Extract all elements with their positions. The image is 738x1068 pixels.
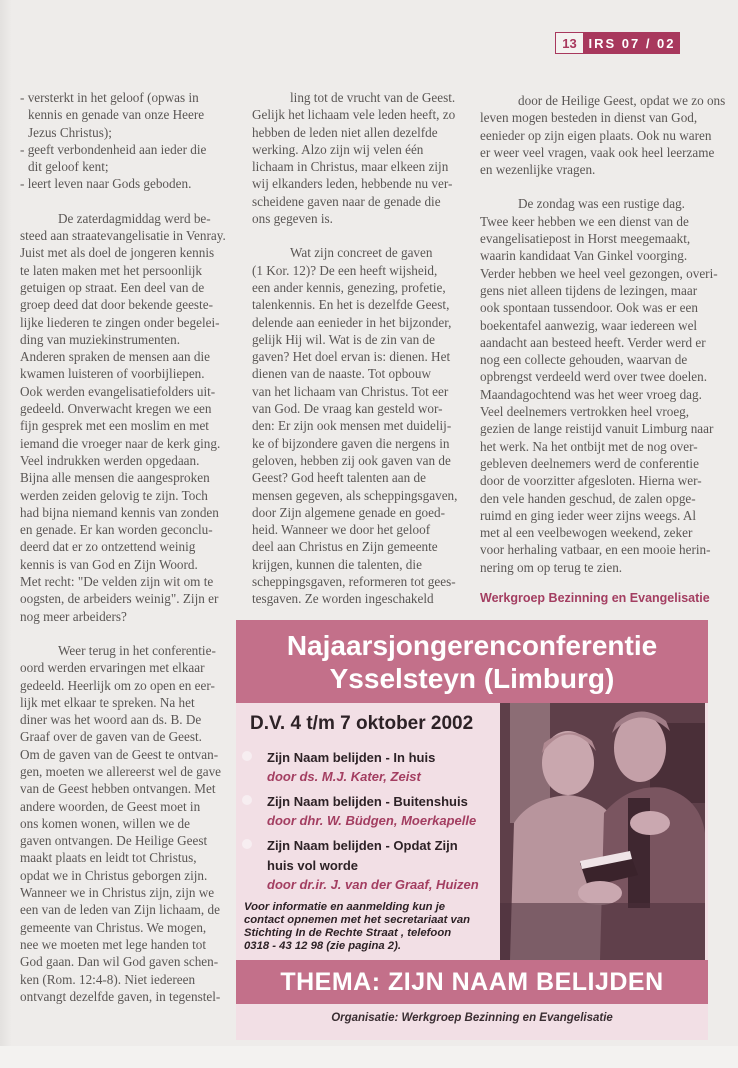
text-line: en wezenlijke vragen. bbox=[480, 162, 596, 178]
text-line: kennis is van God en Zijn Woord. bbox=[20, 556, 198, 572]
text-line: Juist met als doel de jongeren kennis bbox=[20, 245, 215, 261]
text-line: kwamen luisteren of voorbijliepen. bbox=[20, 366, 205, 382]
text-line: gemeente van Christus. We mogen, bbox=[20, 919, 207, 935]
page-header bbox=[555, 32, 680, 54]
lecture-title: Zijn Naam belijden - Buitenshuis bbox=[267, 794, 468, 809]
article-column-3 bbox=[480, 92, 725, 576]
text-line: scheidene gaven naar de genade die bbox=[252, 193, 441, 209]
text-line: oogsten, de arbeiders weinig". Zijn er bbox=[20, 591, 219, 607]
text-line: Maandagochtend was het weer vroeg dag. bbox=[480, 386, 702, 402]
text-line: gaven? Het doel ervan is: dienen. Het bbox=[252, 349, 451, 365]
lecture-speaker: door ds. M.J. Kater, Zeist bbox=[267, 769, 421, 784]
text-line: nering om op terug te zien. bbox=[480, 559, 623, 575]
text-line: gedeeld. Onverwacht kregen we een bbox=[20, 401, 212, 417]
lecture-item bbox=[236, 748, 498, 785]
text-line: gen, moeten we allereerst wel de gave bbox=[20, 763, 222, 779]
text-line: Gelijk het lichaam vele leden heeft, zo bbox=[252, 107, 456, 123]
list-line: - versterkt in het geloof (opwas in bbox=[20, 90, 199, 105]
page-edge bbox=[0, 0, 12, 1068]
paragraph bbox=[480, 195, 725, 576]
text-line: Veel indrukken werden opgedaan. bbox=[20, 452, 200, 468]
text-line: opdat we in Christus geborgen zijn. bbox=[20, 867, 208, 883]
text-line: te laten maken met het persoonlijk bbox=[20, 262, 203, 278]
text-line: het werk. Na het ontbijt met de nog over- bbox=[480, 438, 698, 454]
text-line: Veel deelnemers vertrokken heel vroeg, bbox=[480, 404, 690, 420]
text-line: een ander kennis, genezing, profetie, bbox=[252, 279, 446, 295]
text-line: Graaf over de gaven van de Geest. bbox=[20, 729, 202, 745]
text-line: getuigen op straat. Een deel van de bbox=[20, 279, 205, 295]
paragraph bbox=[480, 92, 725, 178]
list-line: Jezus Christus); bbox=[28, 124, 112, 140]
article-column-1 bbox=[20, 89, 226, 1005]
text-line: hebben de leden niet allen dezelfde bbox=[252, 124, 438, 140]
text-line: geloven, hebben zij ook gaven van de bbox=[252, 452, 451, 468]
text-line: ling tot de vrucht van de Geest. bbox=[290, 90, 456, 105]
contact-line: 0318 - 43 12 98 (zie pagina 2). bbox=[244, 940, 401, 952]
lecture-speaker: door dr.ir. J. van der Graaf, Huizen bbox=[267, 877, 479, 892]
text-line: gaven ontvangen. De Heilige Geest bbox=[20, 833, 208, 849]
text-line: Wat zijn concreet de gaven bbox=[290, 245, 433, 261]
text-line: gelijk Hij wil. Wat is de zin van de bbox=[252, 331, 435, 347]
advert-date: D.V. 4 t/m 7 oktober 2002 bbox=[250, 713, 474, 734]
text-line: leven mogen besteden in dienst van God, bbox=[480, 110, 698, 126]
paragraph bbox=[20, 210, 226, 625]
text-line: boekentafel aanwezig, waar iedereen wel bbox=[480, 317, 698, 333]
text-line: werking. Alzo zijn wij velen één bbox=[252, 141, 424, 157]
text-line: mensen gegeven, als scheppingsgaven, bbox=[252, 487, 458, 503]
text-line: voor herhaling vatbaar, en een mooie herin- bbox=[480, 542, 711, 558]
advert-theme-banner: THEMA: ZIJN NAAM BELIJDEN bbox=[236, 960, 708, 1004]
text-line: evangelisatiepost in Horst meegemaakt, bbox=[480, 231, 691, 247]
advert-title bbox=[236, 620, 708, 703]
text-line: van de Geest hebben ontvangen. Met bbox=[20, 781, 216, 797]
contact-line: contact opnemen met het secretariaat van bbox=[244, 914, 471, 926]
lecture-item bbox=[236, 836, 498, 893]
list-line: - geeft verbondenheid aan ieder die bbox=[20, 141, 207, 157]
lecture-list bbox=[236, 748, 498, 900]
text-line: ook spontaan tussendoor. Ook was er een bbox=[480, 300, 698, 316]
text-line: Geest? God heeft talenten aan de bbox=[252, 470, 426, 486]
text-line: er weer veel vragen, vaak ook heel leerzame bbox=[480, 144, 715, 160]
lecture-title: Zijn Naam belijden - In huis bbox=[267, 750, 436, 765]
advert-organiser: Organisatie: Werkgroep Bezinning en Evangelisatie bbox=[331, 1012, 613, 1024]
bullet-icon bbox=[242, 795, 252, 805]
text-line: had bijna niemand kennis van zonden bbox=[20, 504, 219, 520]
text-line: scheppingsgaven, reformeren tot gees- bbox=[252, 574, 456, 590]
text-line: ding van muziekinstrumenten. bbox=[20, 331, 181, 347]
text-line: ken (Rom. 12:4-8). Niet iedereen bbox=[20, 971, 196, 987]
text-line: De zondag was een rustige dag. bbox=[518, 196, 685, 212]
contact-info bbox=[244, 901, 504, 953]
text-line: den: Er zijn ook mensen met duidelij- bbox=[252, 418, 452, 434]
text-line: tesgaven. Ze worden ingeschakeld bbox=[252, 591, 434, 607]
list-line: kennis en genade van onze Heere bbox=[28, 107, 205, 123]
text-line: eenieder op zijn eigen plaats. Ook nu waren bbox=[480, 127, 712, 143]
text-line: groep deed dat door bekende geeste- bbox=[20, 297, 213, 313]
text-line: krijgen, kunnen die talenten, die bbox=[252, 556, 422, 572]
text-line: Om de gaven van de Geest te ontvan- bbox=[20, 746, 219, 762]
lecture-item bbox=[236, 792, 498, 829]
text-line: Weer terug in het conferentie- bbox=[58, 642, 216, 658]
text-line: gedeeld. Heerlijk om zo open en eer- bbox=[20, 677, 215, 693]
text-line: oord werden ervaringen met elkaar bbox=[20, 660, 205, 676]
text-line: aandacht aan besteed heeft. Verder werd er bbox=[480, 334, 706, 350]
contact-line: Stichting In de Rechte Straat , telefoon bbox=[244, 927, 452, 939]
text-line: den vele handen geschud, de zalen opge- bbox=[480, 490, 696, 506]
paragraph bbox=[20, 89, 226, 193]
text-line: gezien de lange reistijd vanuit Limburg naar bbox=[480, 421, 714, 437]
paragraph bbox=[252, 244, 457, 607]
text-line: ruimd en ging ieder weer zijns weegs. Al bbox=[480, 507, 697, 523]
lecture-title-continued: huis vol worde bbox=[267, 858, 359, 873]
text-line: iemand die vroeger naar de kerk ging. bbox=[20, 435, 221, 451]
text-line: Ook werden evangelisatiefolders uit- bbox=[20, 383, 216, 399]
article-column-2 bbox=[252, 89, 457, 608]
bullet-icon bbox=[242, 839, 252, 849]
text-line: door de voorzitter afgesloten. Hierna wer- bbox=[480, 473, 702, 489]
text-line: nog een collecte gehouden, waarvan de bbox=[480, 352, 688, 368]
advert-title-line-1: Najaarsjongerenconferentie bbox=[286, 630, 658, 661]
paragraph bbox=[20, 642, 226, 1005]
text-line: Verder hebben we heel veel gezongen, overi- bbox=[480, 265, 718, 281]
issue-label: IRS 07 / 02 bbox=[584, 32, 680, 54]
text-line: lijk met elkaar te spreken. Na het bbox=[20, 694, 195, 710]
text-line: gens niet alleen tijdens de lezingen, maar bbox=[480, 282, 698, 298]
text-line: wij elkanders leden, hebbende nu ver- bbox=[252, 176, 453, 192]
text-line: (1 Kor. 12)? De een heeft wijsheid, bbox=[252, 262, 438, 278]
list-line: dit geloof kent; bbox=[28, 159, 109, 175]
text-line: God gaan. Dan wil God gaven schen- bbox=[20, 954, 219, 970]
text-line: deerd dat er zo ontzettend weinig bbox=[20, 539, 196, 555]
advert-title-line-2: Ysselsteyn (Limburg) bbox=[329, 663, 615, 694]
text-line: van God. De vraag kan gesteld wor- bbox=[252, 401, 443, 417]
text-line: De zaterdagmiddag werd be- bbox=[58, 210, 211, 226]
list-line: - leert leven naar Gods geboden. bbox=[20, 176, 192, 192]
text-line: Met recht: "De velden zijn wit om te bbox=[20, 574, 214, 590]
bullet-icon bbox=[242, 751, 252, 761]
text-line: Wanneer we in Christus zijn, zijn we bbox=[20, 885, 215, 901]
text-line: steed aan straatevangelisatie in Venray. bbox=[20, 228, 226, 244]
lecture-speaker: door dhr. W. Büdgen, Moerkapelle bbox=[267, 813, 477, 828]
text-line: en genade. Er kan worden geconclu- bbox=[20, 522, 213, 538]
page-number: 13 bbox=[555, 32, 584, 54]
photo-two-young-men-with-bible bbox=[500, 703, 705, 960]
text-line: delende aan eenieder in het bijzonder, bbox=[252, 314, 452, 330]
text-line: nee we moeten met lege handen tot bbox=[20, 936, 207, 952]
text-line: ontvangt dezelfde gaven, in tegenstel- bbox=[20, 988, 221, 1004]
text-line: Anderen spraken de mensen aan die bbox=[20, 349, 211, 365]
article-signature: Werkgroep Bezinning en Evangelisatie bbox=[480, 591, 710, 605]
text-line: andere woorden, de Geest moet in bbox=[20, 798, 201, 814]
text-line: dienen van de naaste. Tot opbouw bbox=[252, 366, 432, 382]
text-line: talenkennis. En het is dezelfde Geest, bbox=[252, 297, 450, 313]
text-line: waarin kandidaat Van Ginkel voorging. bbox=[480, 248, 688, 264]
text-line: ke of bijzondere gaven die nergens in bbox=[252, 435, 450, 451]
text-line: werden zeiden gelovig te zijn. Toch bbox=[20, 487, 208, 503]
text-line: Twee keer hebben we een dienst van de bbox=[480, 213, 689, 229]
text-line: ons gegeven is. bbox=[252, 211, 333, 227]
text-line: met al een veelbewogen weekend, zeker bbox=[480, 525, 693, 541]
paragraph bbox=[252, 89, 457, 227]
text-line: diner was het woord aan ds. B. De bbox=[20, 712, 202, 728]
lecture-title: Zijn Naam belijden - Opdat Zijn bbox=[267, 838, 458, 853]
text-line: deel aan Christus en Zijn gemeente bbox=[252, 539, 438, 555]
text-line: maakt plaats en leidt tot Christus, bbox=[20, 850, 197, 866]
text-line: lichaam in Christus, maar elkeen zijn bbox=[252, 159, 449, 175]
text-line: nog meer arbeiders? bbox=[20, 608, 127, 624]
text-line: fijn gesprek met een moslim en met bbox=[20, 418, 209, 434]
text-line: door Zijn algemene genade en goed- bbox=[252, 504, 445, 520]
text-line: een van de leden van Zijn lichaam, de bbox=[20, 902, 220, 918]
text-line: Bijna alle mensen die aangesproken bbox=[20, 470, 210, 486]
text-line: door de Heilige Geest, opdat we zo ons bbox=[518, 93, 726, 108]
contact-line: Voor informatie en aanmelding kun je bbox=[244, 901, 446, 913]
text-line: heid. Wanneer we door het geloof bbox=[252, 522, 431, 538]
text-line: opbrengst verdeeld werd over twee doelen. bbox=[480, 369, 708, 385]
bottom-margin bbox=[0, 1046, 738, 1068]
text-line: gebleven deelnemers werd de conferentie bbox=[480, 455, 699, 471]
text-line: ons komen wonen, willen we de bbox=[20, 815, 190, 831]
text-line: van het lichaam van Christus. Tot eer bbox=[252, 383, 449, 399]
conference-advert bbox=[236, 620, 708, 1040]
text-line: lijke liederen te zingen onder begelei- bbox=[20, 314, 220, 330]
